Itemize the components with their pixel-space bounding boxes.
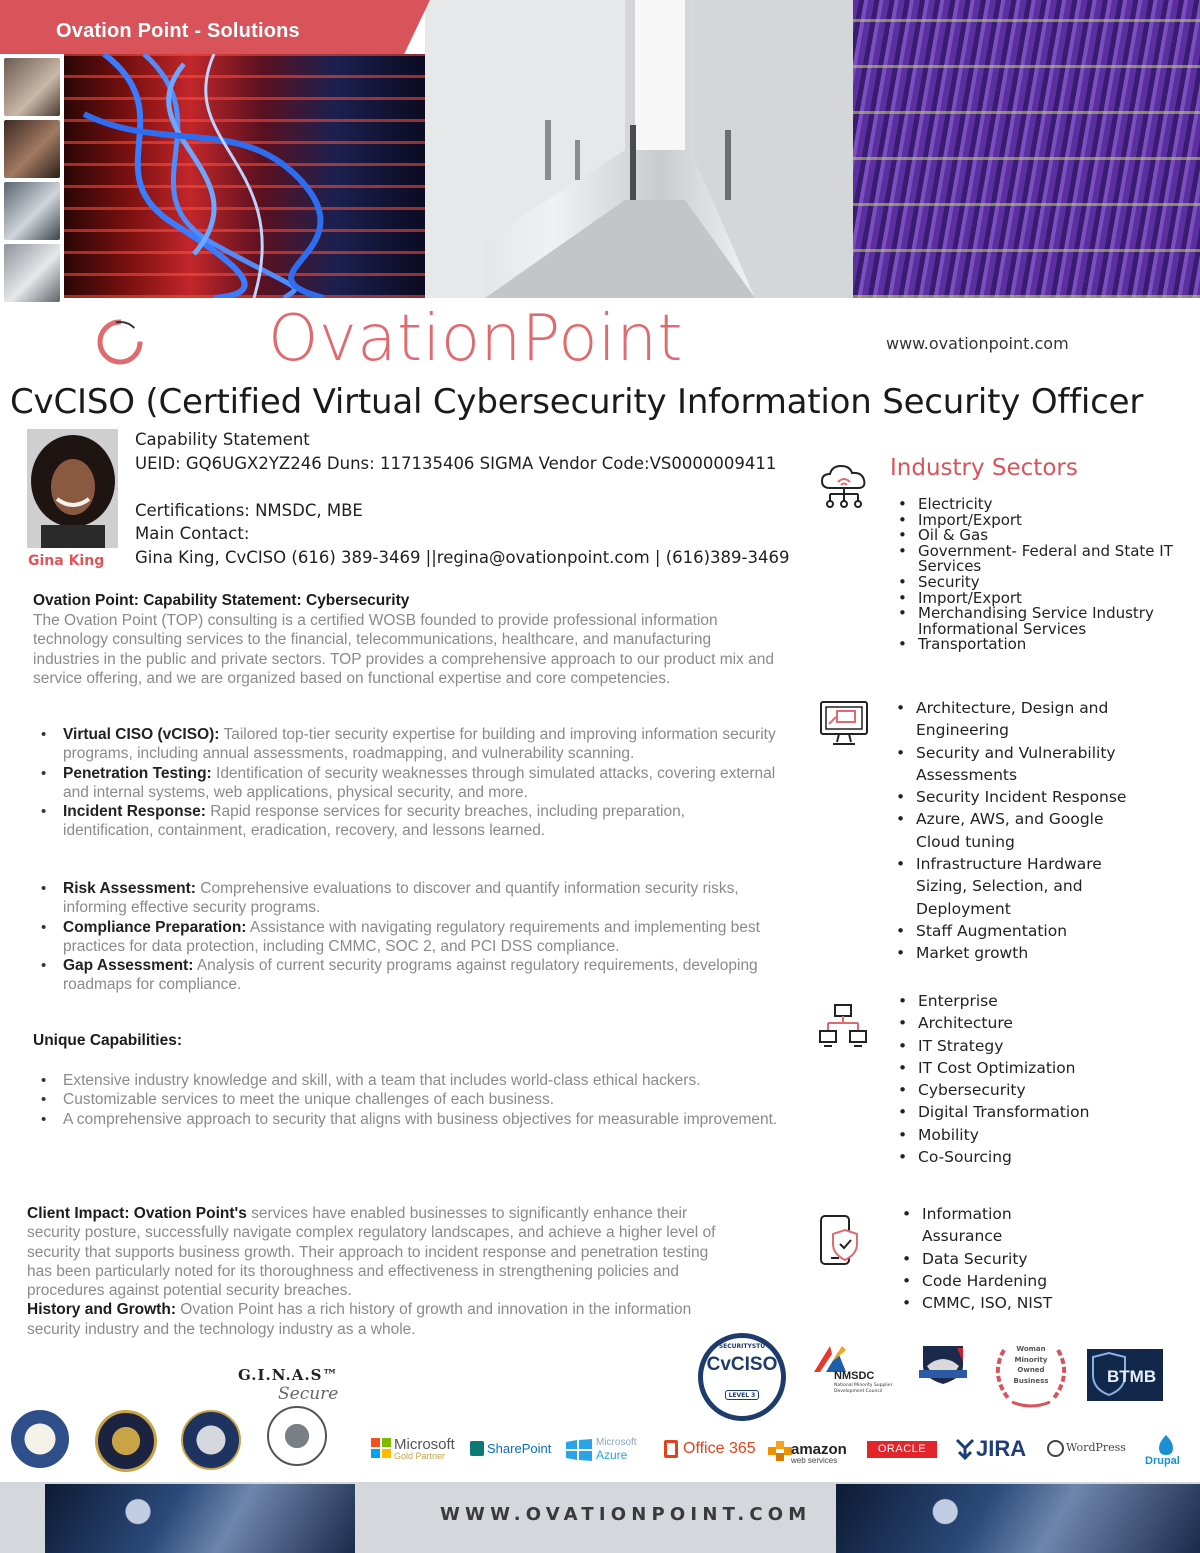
mobile-shield-icon (818, 1214, 862, 1266)
hero-photo-band (0, 0, 1200, 298)
portrait-caption: Gina King (28, 553, 105, 569)
list-item: • Security and Vulnerability Assessments (890, 742, 1150, 787)
jira-logo-icon (955, 1438, 975, 1460)
nmsdc-badge: NMSDC National Minority Supplier Development Council (812, 1342, 902, 1400)
sectors-list-4 (896, 1203, 1096, 1314)
office365-logo: Office 365 (683, 1440, 756, 1457)
list-item: • Merchandising Service Industry Informational Services (892, 606, 1182, 637)
footer-website[interactable]: WWW.OVATIONPOINT.COM (440, 1504, 812, 1525)
blue-cables-illustration (64, 54, 425, 298)
list-item: • Transportation (892, 637, 1182, 653)
patch-panel-photo (853, 0, 1200, 298)
veteran-owned-eagle-icon (917, 1342, 969, 1386)
ginas-seal-icon (267, 1406, 327, 1466)
list-item: • Gap Assessment: Analysis of current security programs against regulatory requirements, developing roadmaps for compliance. (33, 956, 778, 995)
ginas-wordmark: G.I.N.A.S™ (238, 1366, 339, 1384)
footer-left-image (45, 1484, 355, 1553)
banner-title: Ovation Point - Solutions (56, 20, 300, 42)
list-item: • Penetration Testing: Identification of security weaknesses through simulated attacks, covering external and internal systems, web applications, physical security, and more. (33, 764, 778, 803)
list-item: • Enterprise (892, 990, 1152, 1012)
cloud-network-icon (818, 462, 870, 510)
list-item: • Data Security (896, 1248, 1096, 1270)
thumbnail-column (0, 54, 62, 298)
sectors-list-1 (892, 497, 1182, 653)
monitor-design-icon (819, 700, 869, 748)
client-impact: Client Impact: Ovation Point's services have enabled businesses to significantly enhance their security posture, successfully navigate complex regulatory landscapes, and achieve a higher level of security that supports business growth. Their approach to incident response and penetration testing has been particularly noted for its thoroughness and effectiveness in strengthening policies and procedures against potential security breaches. History and Growth: Ovation Point has a rich history of growth and innovation in the information security industry and the technology industry as a whole. (27, 1205, 716, 1338)
list-item: • Extensive industry knowledge and skill, with a team that includes world-class ethical hackers. (33, 1071, 778, 1090)
list-item: • Mobility (892, 1124, 1152, 1146)
list-item: • CMMC, ISO, NIST (896, 1292, 1096, 1314)
ovation-point-logo-icon (94, 316, 146, 368)
list-item: • Security (892, 575, 1182, 591)
website-link[interactable]: www.ovationpoint.com (886, 334, 1069, 353)
amazon-logo: amazon (791, 1441, 847, 1458)
cyber-laptop-thumbnail (4, 244, 60, 302)
list-item: • Electricity (892, 497, 1182, 513)
list-item: • Security Incident Response (890, 786, 1150, 808)
unique-list (33, 1071, 778, 1129)
list-item: • Infrastructure Hardware Sizing, Selection, and Deployment (890, 853, 1150, 920)
list-item: • Virtual CISO (vCISO): Tailored top-tier security expertise for building and improving information security programs, including annual assessments, roadmapping, and vulnerability scanning. (33, 725, 778, 764)
btmb-badge: BTMB (1087, 1349, 1163, 1401)
oracle-logo: ORACLE (867, 1441, 937, 1458)
azure-logo: Azure (596, 1448, 628, 1462)
sectors-list-2 (890, 697, 1150, 965)
portrait-illustration (27, 429, 118, 548)
footer-right-image (836, 1484, 1200, 1553)
list-item: • Risk Assessment: Comprehensive evaluations to discover and quantify information security risks, informing effective security programs. (33, 879, 778, 918)
main-contact-label: Main Contact: (135, 524, 250, 543)
capability-intro: The Ovation Point (TOP) consulting is a certified WOSB founded to provide professional information technology consulting services to the financial, telecommunications, healthcare, and manufacturing industries in the public and private sectors. TOP provides a comprehensive approach to our product mix and service offering, and we are organized based on functional expertise and core competencies. (33, 612, 774, 687)
list-item: • Digital Transformation (892, 1101, 1152, 1123)
windows-azure-icon (566, 1439, 592, 1461)
aws-boxes-icon (768, 1437, 792, 1463)
list-item: • Co-Sourcing (892, 1146, 1152, 1168)
contact-block (135, 428, 790, 569)
list-item: • A comprehensive approach to security that aligns with business objectives for measurable improvement. (33, 1110, 778, 1129)
jira-logo: JIRA (976, 1436, 1027, 1461)
list-item: • Market growth (890, 942, 1150, 964)
list-item: • IT Cost Optimization (892, 1057, 1152, 1079)
brand-wordmark: OvationPoint (268, 302, 683, 376)
list-item: • Import/Export (892, 591, 1182, 607)
sectors-list-3 (892, 990, 1152, 1168)
office-logo-icon (664, 1440, 678, 1458)
list-item: • Cybersecurity (892, 1079, 1152, 1101)
list-item: • Import/Export (892, 513, 1182, 529)
list-item: • Compliance Preparation: Assistance with navigating regulatory requirements and implementing best practices for data protection, including CMMC, SOC 2, and PCI DSS compliance. (33, 918, 778, 957)
wordpress-logo-icon (1047, 1440, 1064, 1457)
gold-partner-label: Gold Partner (394, 1451, 446, 1461)
list-item: • Oil & Gas (892, 528, 1182, 544)
network-cables-photo (64, 54, 425, 298)
microsoft-gold-partner: Microsoft (394, 1436, 455, 1453)
server-racks-photo (425, 0, 853, 298)
certifications: Certifications: NMSDC, MBE (135, 500, 363, 520)
microsoft-logo-icon (371, 1438, 391, 1458)
microsoft-azure-label: Microsoft (596, 1437, 637, 1448)
services-list-b (33, 879, 778, 995)
list-item: • Government- Federal and State IT Services (892, 544, 1182, 575)
list-item: • Customizable services to meet the unique challenges of each business. (33, 1090, 778, 1109)
drupal-drop-icon (1157, 1434, 1175, 1456)
vendor-ids: UEID: GQ6UGX2YZ246 Duns: 117135406 SIGMA Vendor Code:VS0000009411 (135, 453, 777, 473)
server-aisle-illustration (425, 0, 853, 298)
network-topology-icon (818, 1003, 868, 1049)
unique-heading: Unique Capabilities: (33, 1032, 182, 1049)
capability-label: Capability Statement (135, 430, 310, 449)
laptop-user-thumbnail (4, 182, 60, 240)
state-department-seal-icon (11, 1410, 69, 1468)
woman-portrait-thumbnail (4, 120, 60, 178)
cvciso-badge: SECURITYSTU CvCISO LEVEL 3 (698, 1333, 786, 1421)
meeting-thumbnail (4, 58, 60, 116)
list-item: • Architecture, Design and Engineering (890, 697, 1150, 742)
woman-minority-owned-badge: Woman Minority Owned Business (986, 1340, 1076, 1410)
sectors-title: Industry Sectors (890, 455, 1078, 481)
list-item: • Code Hardening (896, 1270, 1096, 1292)
main-contact-details[interactable]: Gina King, CvCISO (616) 389-3469 ||regina@ovationpoint.com | (616)389-3469 (135, 547, 790, 567)
page-title: CvCISO (Certified Virtual Cybersecurity Information Security Officer (10, 382, 1144, 422)
list-item: • Incident Response: Rapid response services for security breaches, including preparation, identification, containment, eradication, recovery, and lessons learned. (33, 802, 778, 841)
capability-heading: Ovation Point: Capability Statement: Cybersecurity (33, 592, 410, 609)
services-list-a (33, 725, 778, 841)
presidential-seal-icon (95, 1410, 157, 1472)
sharepoint-logo-icon (470, 1441, 484, 1456)
list-item: • Staff Augmentation (890, 920, 1150, 942)
wordpress-logo: WordPress (1066, 1441, 1126, 1454)
list-item: • Azure, AWS, and Google Cloud tuning (890, 808, 1150, 853)
ginas-script: Secure (278, 1384, 339, 1404)
sharepoint-logo: SharePoint (487, 1441, 552, 1456)
web-services-label: web services (791, 1456, 838, 1465)
contact-portrait (27, 429, 118, 548)
defense-department-seal-icon (181, 1410, 241, 1470)
drupal-logo: Drupal (1145, 1455, 1180, 1467)
list-item: • IT Strategy (892, 1035, 1152, 1057)
list-item: • Information Assurance (896, 1203, 1096, 1248)
list-item: • Architecture (892, 1012, 1152, 1034)
